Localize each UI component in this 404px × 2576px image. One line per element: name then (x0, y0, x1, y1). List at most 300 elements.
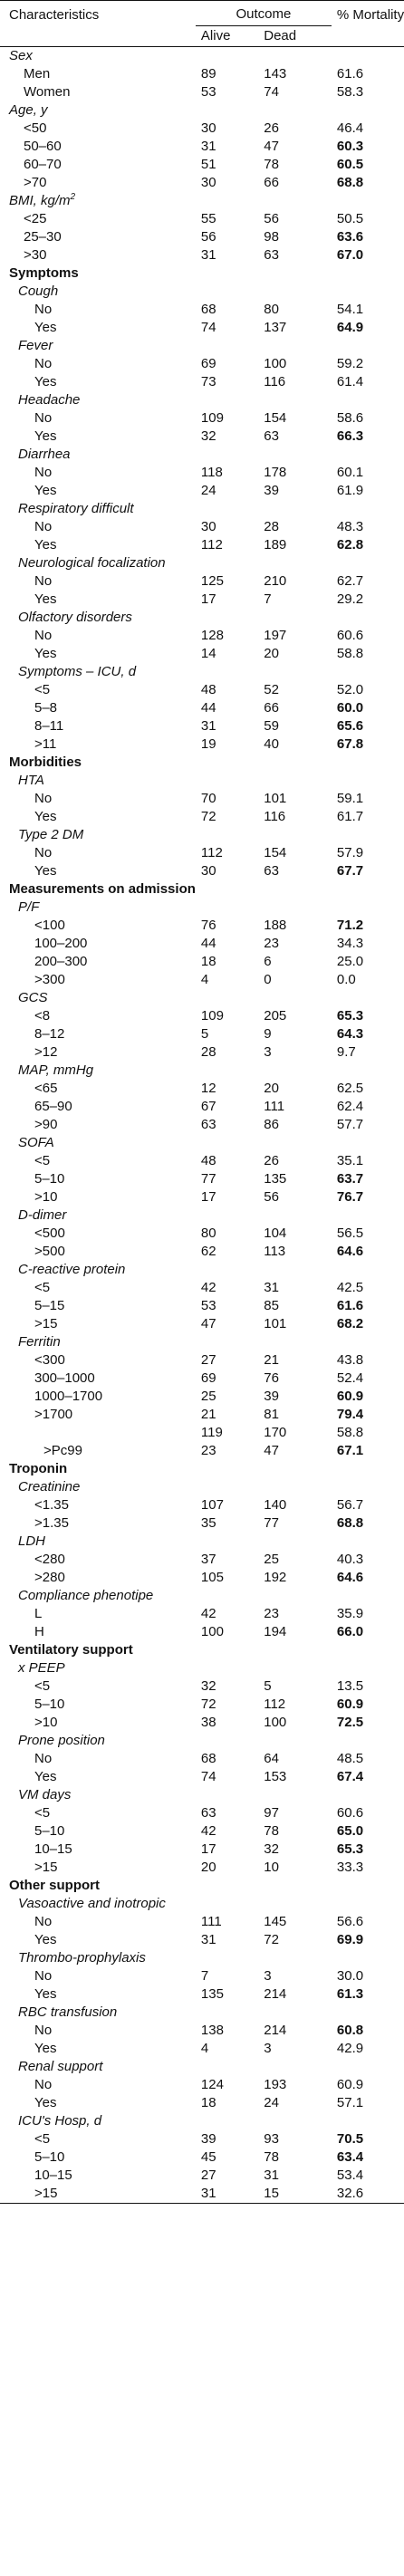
group-header-row (0, 2112, 404, 2130)
row-label: <5 (34, 1805, 51, 1821)
alive-value: 39 (200, 2131, 216, 2147)
alive-value: 69 (200, 1370, 216, 1386)
table-row (0, 428, 404, 446)
alive-value: 5 (200, 1026, 209, 1042)
alive-value: 23 (200, 1443, 216, 1458)
alive-value: 31 (196, 2185, 264, 2204)
table-row (0, 1315, 404, 1333)
alive-value: 74 (200, 1769, 216, 1784)
alive-value: 4 (200, 2041, 209, 2056)
dead-value: 210 (264, 573, 287, 589)
mortality-value: 34.3 (336, 936, 364, 951)
table-row (0, 591, 404, 609)
mortality-value: 60.6 (336, 628, 364, 643)
row-label: H (34, 1624, 44, 1639)
group-label: Vasoactive and inotropic (18, 1896, 166, 1911)
dead-value: 100 (264, 1715, 287, 1730)
dead-value: 97 (264, 1805, 279, 1821)
alive-value: 42 (200, 1280, 216, 1295)
mortality-value: 60.3 (336, 139, 364, 154)
table-row (0, 1243, 404, 1261)
alive-value: 32 (200, 1678, 216, 1694)
section-header-row (0, 264, 404, 283)
alive-value: 100 (200, 1624, 224, 1639)
table-row (0, 1225, 404, 1243)
table-row (0, 1188, 404, 1206)
alive-value: 69 (200, 356, 216, 371)
row-label: <5 (34, 2131, 51, 2147)
mortality-value: 72.5 (336, 1715, 364, 1730)
row-label: >1.35 (34, 1515, 69, 1531)
table-row (0, 2148, 404, 2167)
mortality-value: 65.3 (336, 1841, 364, 1857)
alive-value: 17 (200, 1189, 216, 1205)
header-row-2 (0, 26, 404, 47)
group-header-row (0, 1732, 404, 1750)
group-header-row (0, 337, 404, 355)
table-row (0, 1569, 404, 1587)
alive-value: 107 (200, 1497, 224, 1513)
row-label: No (34, 1968, 53, 1984)
group-header-row (0, 1533, 404, 1551)
alive-value: 7 (200, 1968, 209, 1984)
row-label: <5 (34, 1280, 51, 1295)
group-header-row (0, 1478, 404, 1496)
alive-value: 72 (200, 1697, 216, 1712)
group-header-row (0, 772, 404, 790)
row-label: >280 (34, 1570, 65, 1585)
dead-value: 47 (264, 139, 279, 154)
section-header-row (0, 880, 404, 899)
table-row (0, 699, 404, 717)
group-header-row (0, 609, 404, 627)
dead-value: 3 (264, 1044, 272, 1060)
mortality-value: 56.7 (336, 1497, 364, 1513)
dead-value: 78 (264, 2149, 279, 2165)
dead-value: 3 (264, 2041, 272, 2056)
group-label: Headache (18, 392, 81, 408)
table-row (0, 935, 404, 953)
group-label: GCS (18, 990, 48, 1005)
row-label: <1.35 (34, 1497, 69, 1513)
table-row (0, 2185, 404, 2204)
mortality-value: 79.4 (336, 1407, 364, 1422)
group-label: Ferritin (18, 1334, 61, 1350)
alive-value: 48 (200, 1153, 216, 1168)
dead-value: 24 (264, 2095, 279, 2110)
row-label: No (34, 1914, 53, 1929)
mortality-value: 70.5 (336, 2131, 364, 2147)
dead-value: 153 (264, 1769, 287, 1784)
row-label: Yes (34, 428, 57, 444)
superscript: 2 (70, 192, 76, 202)
group-label: HTA (18, 773, 44, 788)
dead-value: 78 (264, 157, 279, 172)
section-label: Other support (9, 1878, 100, 1893)
row-label: 5–10 (34, 1171, 65, 1187)
alive-value: 30 (200, 120, 216, 136)
group-header-row (0, 826, 404, 844)
section-header-row (0, 1460, 404, 1478)
group-label: RBC transfusion (18, 2004, 118, 2020)
alive-value: 19 (200, 736, 216, 752)
dead-value: 111 (264, 1099, 285, 1114)
group-header-row (0, 1587, 404, 1605)
dead-value: 170 (264, 1425, 287, 1440)
dead-value: 26 (264, 120, 279, 136)
table-row (0, 1098, 404, 1116)
mortality-value: 60.9 (336, 1697, 364, 1712)
dead-value: 28 (264, 519, 279, 534)
table-row (0, 1859, 404, 1877)
alive-value: 31 (200, 139, 216, 154)
row-label: Yes (34, 1769, 57, 1784)
dead-value: 56 (264, 1189, 279, 1205)
group-header-row (0, 2058, 404, 2076)
dead-value: 63 (264, 428, 279, 444)
mortality-value: 60.6 (336, 1805, 364, 1821)
mortality-value: 59.1 (336, 791, 364, 806)
row-label: Yes (34, 1986, 57, 2002)
alive-value: 45 (200, 2149, 216, 2165)
section-header-row (0, 754, 404, 772)
dead-value: 47 (264, 1443, 279, 1458)
group-label: LDH (18, 1533, 46, 1549)
mortality-value: 60.5 (336, 157, 364, 172)
row-label: No (34, 628, 53, 643)
header-alive: Alive (196, 26, 264, 47)
mortality-value: 67.1 (336, 1443, 364, 1458)
row-label: 50–60 (24, 139, 62, 154)
dead-value: 100 (264, 356, 287, 371)
dead-value: 20 (264, 646, 279, 661)
mortality-value: 64.6 (336, 1244, 364, 1259)
row-label: >500 (34, 1244, 65, 1259)
dead-value: 10 (264, 1860, 279, 1875)
mortality-value: 58.6 (336, 410, 364, 426)
group-label: C-reactive protein (18, 1262, 126, 1277)
table-row (0, 1677, 404, 1696)
table-row (0, 1406, 404, 1424)
mortality-value: 60.0 (336, 700, 364, 716)
mortality-value: 53.4 (336, 2167, 364, 2183)
group-header-row (0, 1895, 404, 1913)
group-label: Prone position (18, 1733, 105, 1748)
mortality-value: 63.4 (336, 2149, 364, 2165)
table-row (0, 210, 404, 228)
row-label: 65–90 (34, 1099, 72, 1114)
row-label: Yes (34, 374, 57, 389)
table-row (0, 572, 404, 591)
alive-value: 27 (200, 1352, 216, 1368)
table-row (0, 1025, 404, 1043)
table-row (0, 301, 404, 319)
table-row (0, 482, 404, 500)
mortality-value: 30.0 (336, 1968, 364, 1984)
dead-value: 143 (264, 66, 287, 82)
row-label: 5–15 (34, 1298, 65, 1313)
dead-value: 116 (264, 374, 286, 389)
mortality-value: 67.4 (336, 1769, 364, 1784)
row-label: 5–8 (34, 700, 58, 716)
dead-value: 23 (264, 936, 279, 951)
table-row (0, 2094, 404, 2112)
dead-value: 192 (264, 1570, 287, 1585)
row-label: Yes (34, 863, 57, 879)
mortality-value: 35.1 (336, 1153, 364, 1168)
mortality-value: 76.7 (336, 1189, 364, 1205)
table-row (0, 2130, 404, 2148)
row-label: >15 (34, 1316, 58, 1331)
table-row (0, 1388, 404, 1406)
table-row (0, 1768, 404, 1786)
dead-value: 113 (264, 1244, 286, 1259)
row-label: <8 (34, 1008, 51, 1024)
dead-value: 77 (264, 1515, 279, 1531)
row-label: >Pc99 (43, 1443, 82, 1458)
mortality-value: 29.2 (336, 591, 364, 607)
dead-value: 76 (264, 1370, 279, 1386)
mortality-value: 40.3 (336, 1552, 364, 1567)
group-label: x PEEP (18, 1660, 65, 1676)
table-row (0, 1170, 404, 1188)
mortality-value: 61.3 (336, 1986, 364, 2002)
dead-value: 104 (264, 1226, 287, 1241)
mortality-value: 9.7 (336, 1044, 356, 1060)
dead-value: 15 (264, 2185, 332, 2204)
mortality-value: 62.8 (336, 537, 364, 553)
alive-value: 14 (200, 646, 216, 661)
mortality-value: 66.0 (336, 1624, 364, 1639)
alive-value: 17 (200, 591, 216, 607)
group-header-row (0, 283, 404, 301)
alive-value: 31 (200, 1932, 216, 1947)
mortality-value: 52.0 (336, 682, 364, 697)
group-header-row (0, 1062, 404, 1080)
mortality-value: 65.3 (336, 1008, 364, 1024)
table-row (0, 1442, 404, 1460)
table-row (0, 83, 404, 101)
dead-value: 85 (264, 1298, 279, 1313)
table-row (0, 1605, 404, 1623)
dead-value: 205 (264, 1008, 287, 1024)
table-row (0, 1551, 404, 1569)
group-label: Type 2 DM (18, 827, 84, 842)
row-label: >90 (34, 1117, 58, 1132)
table-row (0, 1116, 404, 1134)
row-label: Yes (34, 2095, 57, 2110)
mortality-value: 52.4 (336, 1370, 364, 1386)
mortality-value: 59.2 (336, 356, 364, 371)
group-label: BMI, $kg/m^2$ (9, 192, 76, 208)
alive-value: 55 (200, 211, 216, 226)
dead-value: 135 (264, 1171, 287, 1187)
alive-value: 119 (200, 1425, 223, 1440)
dead-value: 116 (264, 809, 286, 824)
dead-value: 193 (264, 2077, 287, 2092)
table-row (0, 138, 404, 156)
mortality-value: 62.4 (336, 1099, 364, 1114)
mortality-value: 56.6 (336, 1914, 364, 1929)
alive-value: 135 (200, 1986, 224, 2002)
group-label: Age, y (9, 102, 48, 118)
table-row (0, 156, 404, 174)
row-label: <50 (24, 120, 47, 136)
mortality-value: 46.4 (336, 120, 364, 136)
mortality-value: 61.7 (336, 809, 364, 824)
section-label: Morbidities (9, 755, 82, 770)
table-row (0, 1985, 404, 2004)
dead-value: 189 (264, 537, 287, 553)
header-outcome: Outcome (196, 4, 332, 26)
mortality-value: 71.2 (336, 918, 364, 933)
dead-value: 74 (264, 84, 279, 100)
alive-value: 89 (200, 66, 216, 82)
dead-value: 31 (264, 1280, 279, 1295)
alive-value: 62 (200, 1244, 216, 1259)
mortality-value: 57.1 (336, 2095, 364, 2110)
row-label: No (34, 465, 53, 480)
table-row (0, 1007, 404, 1025)
mortality-value: 58.8 (336, 1425, 364, 1440)
alive-value: 30 (200, 175, 216, 190)
mortality-value: 57.7 (336, 1117, 364, 1132)
mortality-value: 60.9 (336, 1389, 364, 1404)
alive-value: 25 (200, 1389, 216, 1404)
row-label: <65 (34, 1081, 58, 1096)
group-label: Creatinine (18, 1479, 81, 1495)
alive-value: 51 (200, 157, 216, 172)
row-label: 8–11 (34, 718, 64, 734)
row-label: <500 (34, 1226, 65, 1241)
row-label: <5 (34, 1153, 51, 1168)
table-row (0, 681, 404, 699)
group-label: Respiratory difficult (18, 501, 134, 516)
alive-value: 56 (200, 229, 216, 245)
dead-value: 72 (264, 1932, 279, 1947)
group-header-row (0, 1206, 404, 1225)
row-label: Yes (34, 2041, 57, 2056)
alive-value: 63 (200, 1117, 216, 1132)
row-label: Women (24, 84, 71, 100)
table-row (0, 1279, 404, 1297)
row-label: >11 (34, 736, 57, 752)
mortality-value: 33.3 (336, 1860, 364, 1875)
group-label: Cough (18, 284, 59, 299)
dead-value: 56 (264, 211, 279, 226)
mortality-value: 43.8 (336, 1352, 364, 1368)
group-label: Neurological focalization (18, 555, 166, 571)
table-row (0, 1841, 404, 1859)
mortality-value: 0.0 (336, 972, 356, 987)
alive-value: 118 (200, 465, 223, 480)
row-label: <100 (34, 918, 65, 933)
row-label: 10–15 (34, 2167, 72, 2183)
mortality-value: 67.7 (336, 863, 364, 879)
mortality-value: 64.6 (336, 1570, 364, 1585)
mortality-value: 65.0 (336, 1823, 364, 1839)
group-header-row (0, 446, 404, 464)
alive-value: 77 (200, 1171, 216, 1187)
row-label: 1000–1700 (34, 1389, 103, 1404)
mortality-value: 60.1 (336, 465, 364, 480)
row-label: Yes (34, 537, 57, 553)
alive-value: 4 (200, 972, 209, 987)
row-label: No (34, 302, 53, 317)
alive-value: 18 (200, 2095, 216, 2110)
row-label: Yes (34, 320, 57, 335)
alive-value: 109 (200, 410, 224, 426)
table-row (0, 645, 404, 663)
dead-value: 140 (264, 1497, 287, 1513)
group-header-row (0, 192, 404, 210)
dead-value: 39 (264, 483, 279, 498)
group-header-row (0, 2004, 404, 2022)
mortality-value: 48.5 (336, 1751, 364, 1766)
row-label: No (34, 519, 53, 534)
mortality-value: 64.3 (336, 1026, 364, 1042)
dead-value: 214 (264, 1986, 287, 2002)
dead-value: 154 (264, 845, 287, 860)
group-label: Olfactory disorders (18, 610, 132, 625)
table-row (0, 862, 404, 880)
alive-value: 53 (200, 84, 216, 100)
mortality-value: 66.3 (336, 428, 364, 444)
mortality-value: 58.3 (336, 84, 364, 100)
table-row (0, 1804, 404, 1822)
alive-value: 128 (200, 628, 224, 643)
mortality-value: 68.8 (336, 175, 364, 190)
table-row (0, 1080, 404, 1098)
group-header-row (0, 1949, 404, 1967)
alive-value: 31 (200, 718, 216, 734)
row-label: Yes (34, 591, 57, 607)
alive-value: 44 (200, 936, 216, 951)
group-label: MAP, mmHg (18, 1062, 94, 1078)
group-label: Thrombo-prophylaxis (18, 1950, 146, 1966)
row-label: 10–15 (34, 1841, 72, 1857)
row-label: No (34, 845, 53, 860)
row-label: Men (24, 66, 51, 82)
table-row (0, 355, 404, 373)
dead-value: 40 (264, 736, 279, 752)
alive-value: 105 (200, 1570, 224, 1585)
table-row (0, 536, 404, 554)
group-header-row (0, 554, 404, 572)
group-label: P/F (18, 899, 40, 915)
alive-value: 30 (200, 519, 216, 534)
row-label: >300 (34, 972, 65, 987)
alive-value: 80 (200, 1226, 216, 1241)
dead-value: 63 (264, 863, 279, 879)
table-row (0, 1351, 404, 1370)
mortality-value: 42.5 (336, 1280, 364, 1295)
dead-value: 98 (264, 229, 279, 245)
alive-value: 31 (200, 247, 216, 263)
table-row (0, 1152, 404, 1170)
dead-value: 194 (264, 1624, 287, 1639)
table-row (0, 518, 404, 536)
dead-value: 31 (264, 2167, 279, 2183)
group-label: Renal support (18, 2059, 103, 2074)
alive-value: 138 (200, 2023, 224, 2038)
alive-value: 68 (200, 1751, 216, 1766)
dead-value: 66 (264, 700, 279, 716)
dead-value: 32 (264, 1841, 279, 1857)
table-row (0, 844, 404, 862)
table-row (0, 808, 404, 826)
row-label: <5 (34, 682, 51, 697)
